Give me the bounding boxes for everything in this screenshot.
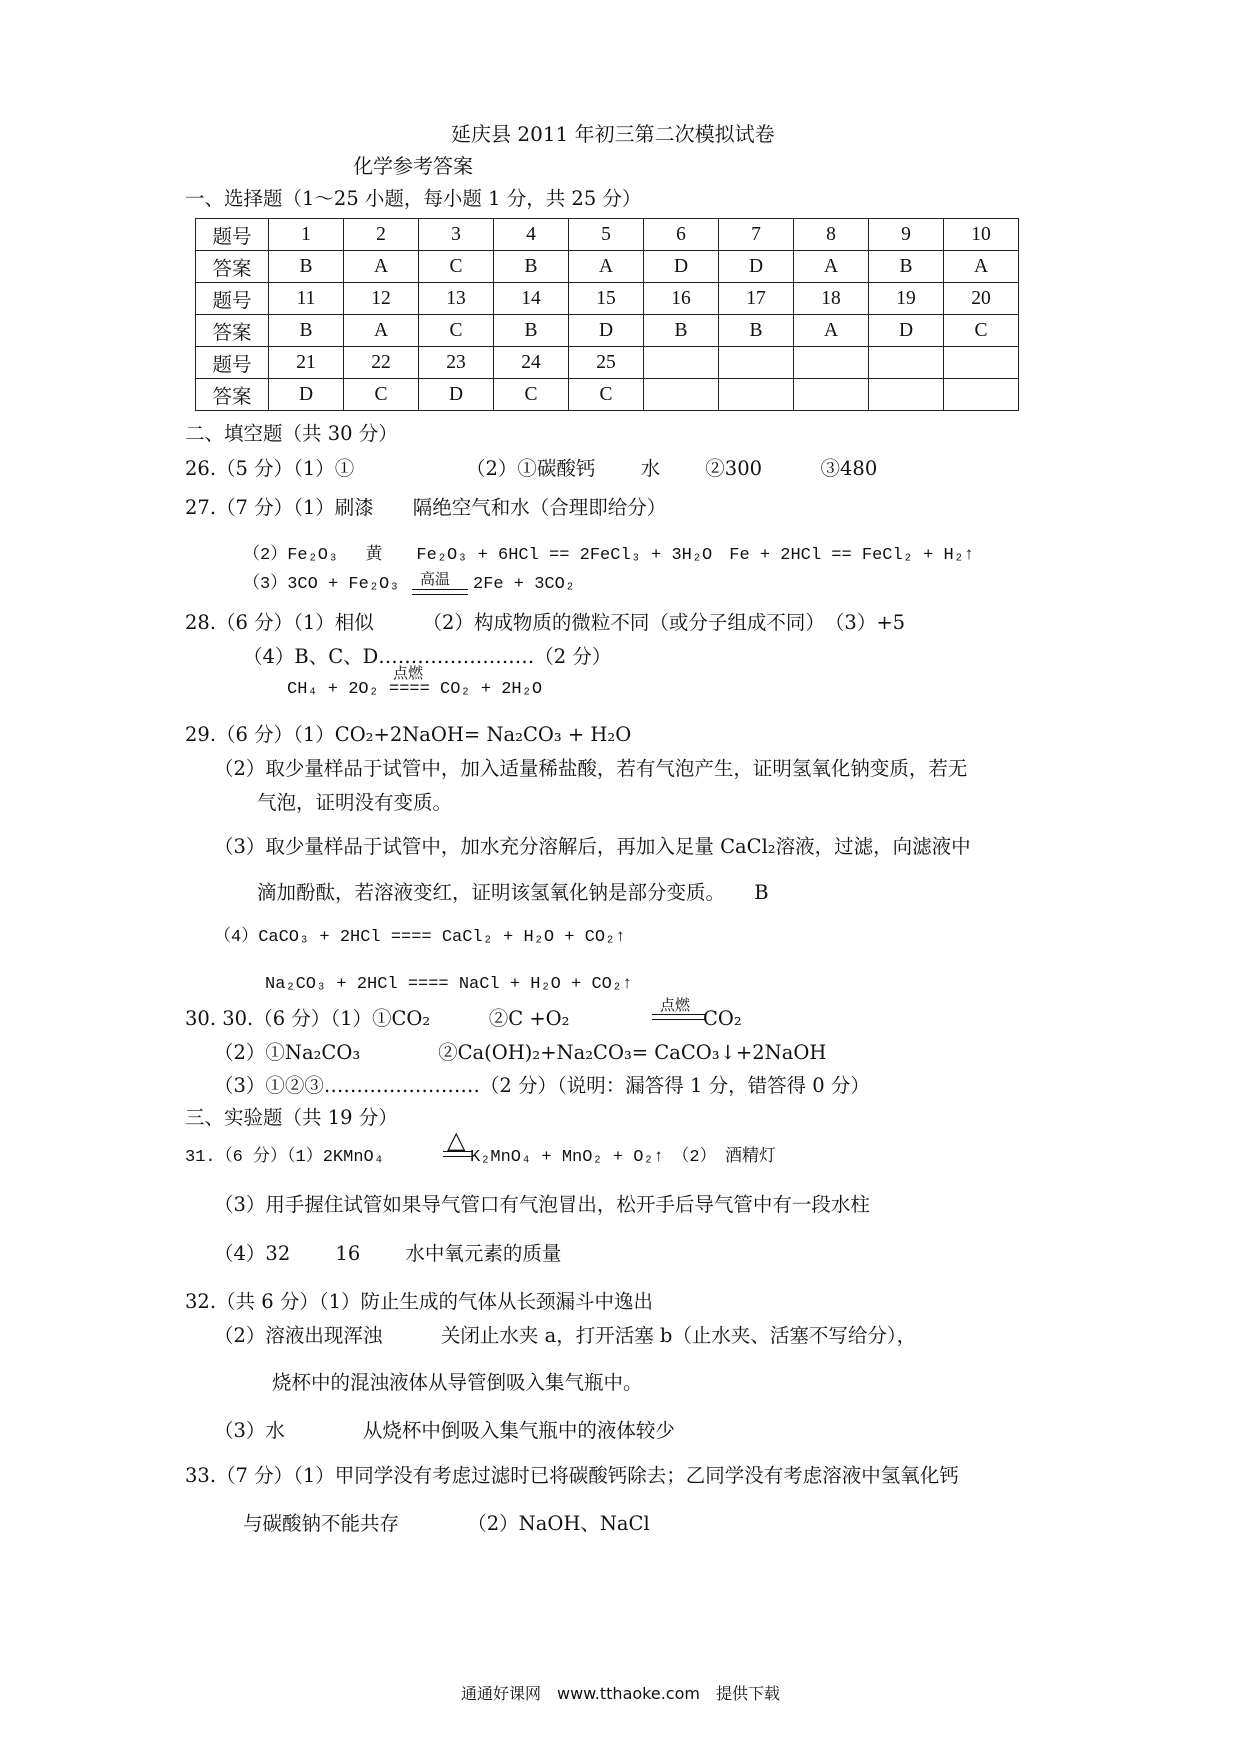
table-cell: B <box>269 315 344 347</box>
q30-line1-right: CO₂ <box>703 1007 742 1030</box>
table-cell: 2 <box>344 219 419 251</box>
table-cell: 1 <box>269 219 344 251</box>
table-cell: 15 <box>569 283 644 315</box>
table-cell <box>869 379 944 411</box>
reaction-equals-sign <box>443 1151 473 1157</box>
q27-condition: 高温 <box>420 570 451 588</box>
section1-heading: 一、选择题（1～25 小题，每小题 1 分，共 25 分） <box>185 187 642 210</box>
q33-line1: 33.（7 分）（1）甲同学没有考虑过滤时已将碳酸钙除去；乙同学没有考虑溶液中氢氧化钙 <box>185 1464 959 1487</box>
q30-line3: （3）①②③……………………（2 分）（说明：漏答得 1 分，错答得 0 分） <box>214 1074 870 1097</box>
reaction-equals-sign <box>652 1014 706 1020</box>
table-cell <box>644 347 719 379</box>
table-row <box>196 251 1019 283</box>
q29-line7: Na₂CO₃ + 2HCl ==== NaCl + H₂O + CO₂↑ <box>265 975 633 994</box>
table-cell <box>794 347 869 379</box>
table-cell: 7 <box>719 219 794 251</box>
q29-line5: 滴加酚酞，若溶液变红，证明该氢氧化钠是部分变质。 B <box>257 881 769 904</box>
q32-line1: 32.（共 6 分）（1）防止生成的气体从长颈漏斗中逸出 <box>185 1290 653 1313</box>
table-cell <box>794 379 869 411</box>
table-cell: A <box>344 315 419 347</box>
table-cell <box>644 379 719 411</box>
table-row <box>196 283 1019 315</box>
row-header-cell: 答案 <box>196 251 269 283</box>
q32-line4: （3）水 从烧杯中倒吸入集气瓶中的液体较少 <box>214 1419 675 1442</box>
q30-condition: 点燃 <box>660 996 691 1014</box>
table-cell: B <box>269 251 344 283</box>
q27-line3-right: 2Fe + 3CO₂ <box>473 575 576 594</box>
table-cell: A <box>794 251 869 283</box>
q31-line2: （3）用手握住试管如果导气管口有气泡冒出，松开手后导气管中有一段水柱 <box>214 1193 870 1216</box>
table-cell: 22 <box>344 347 419 379</box>
heating-triangle-icon: △ <box>447 1126 466 1154</box>
row-header-cell: 题号 <box>196 283 269 315</box>
page-subtitle: 化学参考答案 <box>353 154 473 178</box>
q27-line2: （2）Fe₂O₃ 黄 Fe₂O₃ + 6HCl == 2FeCl₃ + 3H₂O Fe + 2HCl == FeCl₂ + H₂↑ <box>243 546 975 565</box>
q30-line1-left: 30. 30.（6 分）（1）①CO₂ ②C +O₂ <box>185 1007 570 1030</box>
table-cell: C <box>944 315 1019 347</box>
table-cell <box>719 379 794 411</box>
reaction-equals-sign <box>412 589 468 595</box>
table-cell: 10 <box>944 219 1019 251</box>
table-cell: C <box>419 251 494 283</box>
q29-line2: （2）取少量样品于试管中，加入适量稀盐酸，若有气泡产生，证明氢氧化钠变质，若无 <box>214 757 968 780</box>
table-row <box>196 219 1019 251</box>
row-header-cell: 题号 <box>196 219 269 251</box>
row-header-cell: 答案 <box>196 315 269 347</box>
q28-line1: 28.（6 分）（1）相似 （2）构成物质的微粒不同（或分子组成不同） （3）+5 <box>185 611 906 634</box>
table-cell: 5 <box>569 219 644 251</box>
table-cell: 25 <box>569 347 644 379</box>
table-cell: 6 <box>644 219 719 251</box>
table-cell: 20 <box>944 283 1019 315</box>
table-cell: 14 <box>494 283 569 315</box>
q30-line2: （2）①Na₂CO₃ ②Ca(OH)₂+Na₂CO₃= CaCO₃↓+2NaOH <box>214 1041 827 1064</box>
table-cell: 19 <box>869 283 944 315</box>
q27-line1: 27.（7 分）（1）刷漆 隔绝空气和水（合理即给分） <box>185 496 667 519</box>
table-row <box>196 379 1019 411</box>
answer-table <box>195 218 1019 411</box>
table-cell: 3 <box>419 219 494 251</box>
q32-line3: 烧杯中的混浊液体从导管倒吸入集气瓶中。 <box>272 1371 643 1394</box>
table-cell: 11 <box>269 283 344 315</box>
q29-line6: （4）CaCO₃ + 2HCl ==== CaCl₂ + H₂O + CO₂↑ <box>214 928 626 947</box>
q31-line1-left: 31.（6 分）（1）2KMnO₄ <box>185 1148 384 1167</box>
table-cell: B <box>494 315 569 347</box>
table-cell: 8 <box>794 219 869 251</box>
section3-heading: 三、实验题（共 19 分） <box>185 1106 398 1129</box>
table-cell: 9 <box>869 219 944 251</box>
q33-line2: 与碳酸钠不能共存 （2）NaOH、NaCl <box>243 1512 650 1535</box>
table-cell: C <box>569 379 644 411</box>
table-cell: C <box>344 379 419 411</box>
q26-part2: （2）①碳酸钙 水 ②300 ③480 <box>466 457 878 480</box>
q31-line3: （4）32 16 水中氧元素的质量 <box>214 1242 562 1265</box>
table-cell <box>869 347 944 379</box>
table-cell: 16 <box>644 283 719 315</box>
table-cell: B <box>719 315 794 347</box>
table-cell: D <box>719 251 794 283</box>
table-cell: 24 <box>494 347 569 379</box>
table-cell: A <box>794 315 869 347</box>
table-cell: B <box>869 251 944 283</box>
table-cell: D <box>419 379 494 411</box>
table-cell: D <box>644 251 719 283</box>
table-cell: D <box>569 315 644 347</box>
table-cell: 12 <box>344 283 419 315</box>
section2-heading: 二、填空题（共 30 分） <box>185 422 398 445</box>
table-cell <box>719 347 794 379</box>
table-cell: C <box>494 379 569 411</box>
q29-line4: （3）取少量样品于试管中，加水充分溶解后，再加入足量 CaCl₂溶液，过滤，向滤液中 <box>214 835 971 858</box>
q28-line2: （4）B、C、D……………………（2 分） <box>243 645 612 668</box>
table-cell <box>944 379 1019 411</box>
table-row <box>196 347 1019 379</box>
table-cell: B <box>644 315 719 347</box>
table-cell: A <box>344 251 419 283</box>
q31-line1-right: K₂MnO₄ + MnO₂ + O₂↑ （2） 酒精灯 <box>470 1148 777 1167</box>
row-header-cell: 答案 <box>196 379 269 411</box>
q29-line3: 气泡，证明没有变质。 <box>257 791 453 814</box>
footer-credit: 通通好课网 www.tthaoke.com 提供下载 <box>461 1684 780 1703</box>
page-title: 延庆县 2011 年初三第二次模拟试卷 <box>451 122 775 146</box>
q28-condition: 点燃 <box>393 664 424 682</box>
table-cell: 13 <box>419 283 494 315</box>
table-cell: B <box>494 251 569 283</box>
row-header-cell: 题号 <box>196 347 269 379</box>
table-cell: C <box>419 315 494 347</box>
table-cell: D <box>869 315 944 347</box>
table-cell: 17 <box>719 283 794 315</box>
q26-part1: 26.（5 分）（1）① <box>185 457 355 480</box>
table-cell: A <box>569 251 644 283</box>
table-cell <box>944 347 1019 379</box>
table-cell: 4 <box>494 219 569 251</box>
table-row <box>196 315 1019 347</box>
table-cell: 18 <box>794 283 869 315</box>
q28-line3: CH₄ + 2O₂ ==== CO₂ + 2H₂O <box>287 680 543 699</box>
table-cell: A <box>944 251 1019 283</box>
table-cell: D <box>269 379 344 411</box>
q29-line1: 29.（6 分）（1）CO₂+2NaOH= Na₂CO₃ + H₂O <box>185 723 632 746</box>
table-cell: 23 <box>419 347 494 379</box>
q32-line2: （2）溶液出现浑浊 关闭止水夹 a，打开活塞 b（止水夹、活塞不写给分）， <box>214 1324 917 1347</box>
q27-line3-left: （3）3CO + Fe₂O₃ <box>243 575 400 594</box>
table-cell: 21 <box>269 347 344 379</box>
